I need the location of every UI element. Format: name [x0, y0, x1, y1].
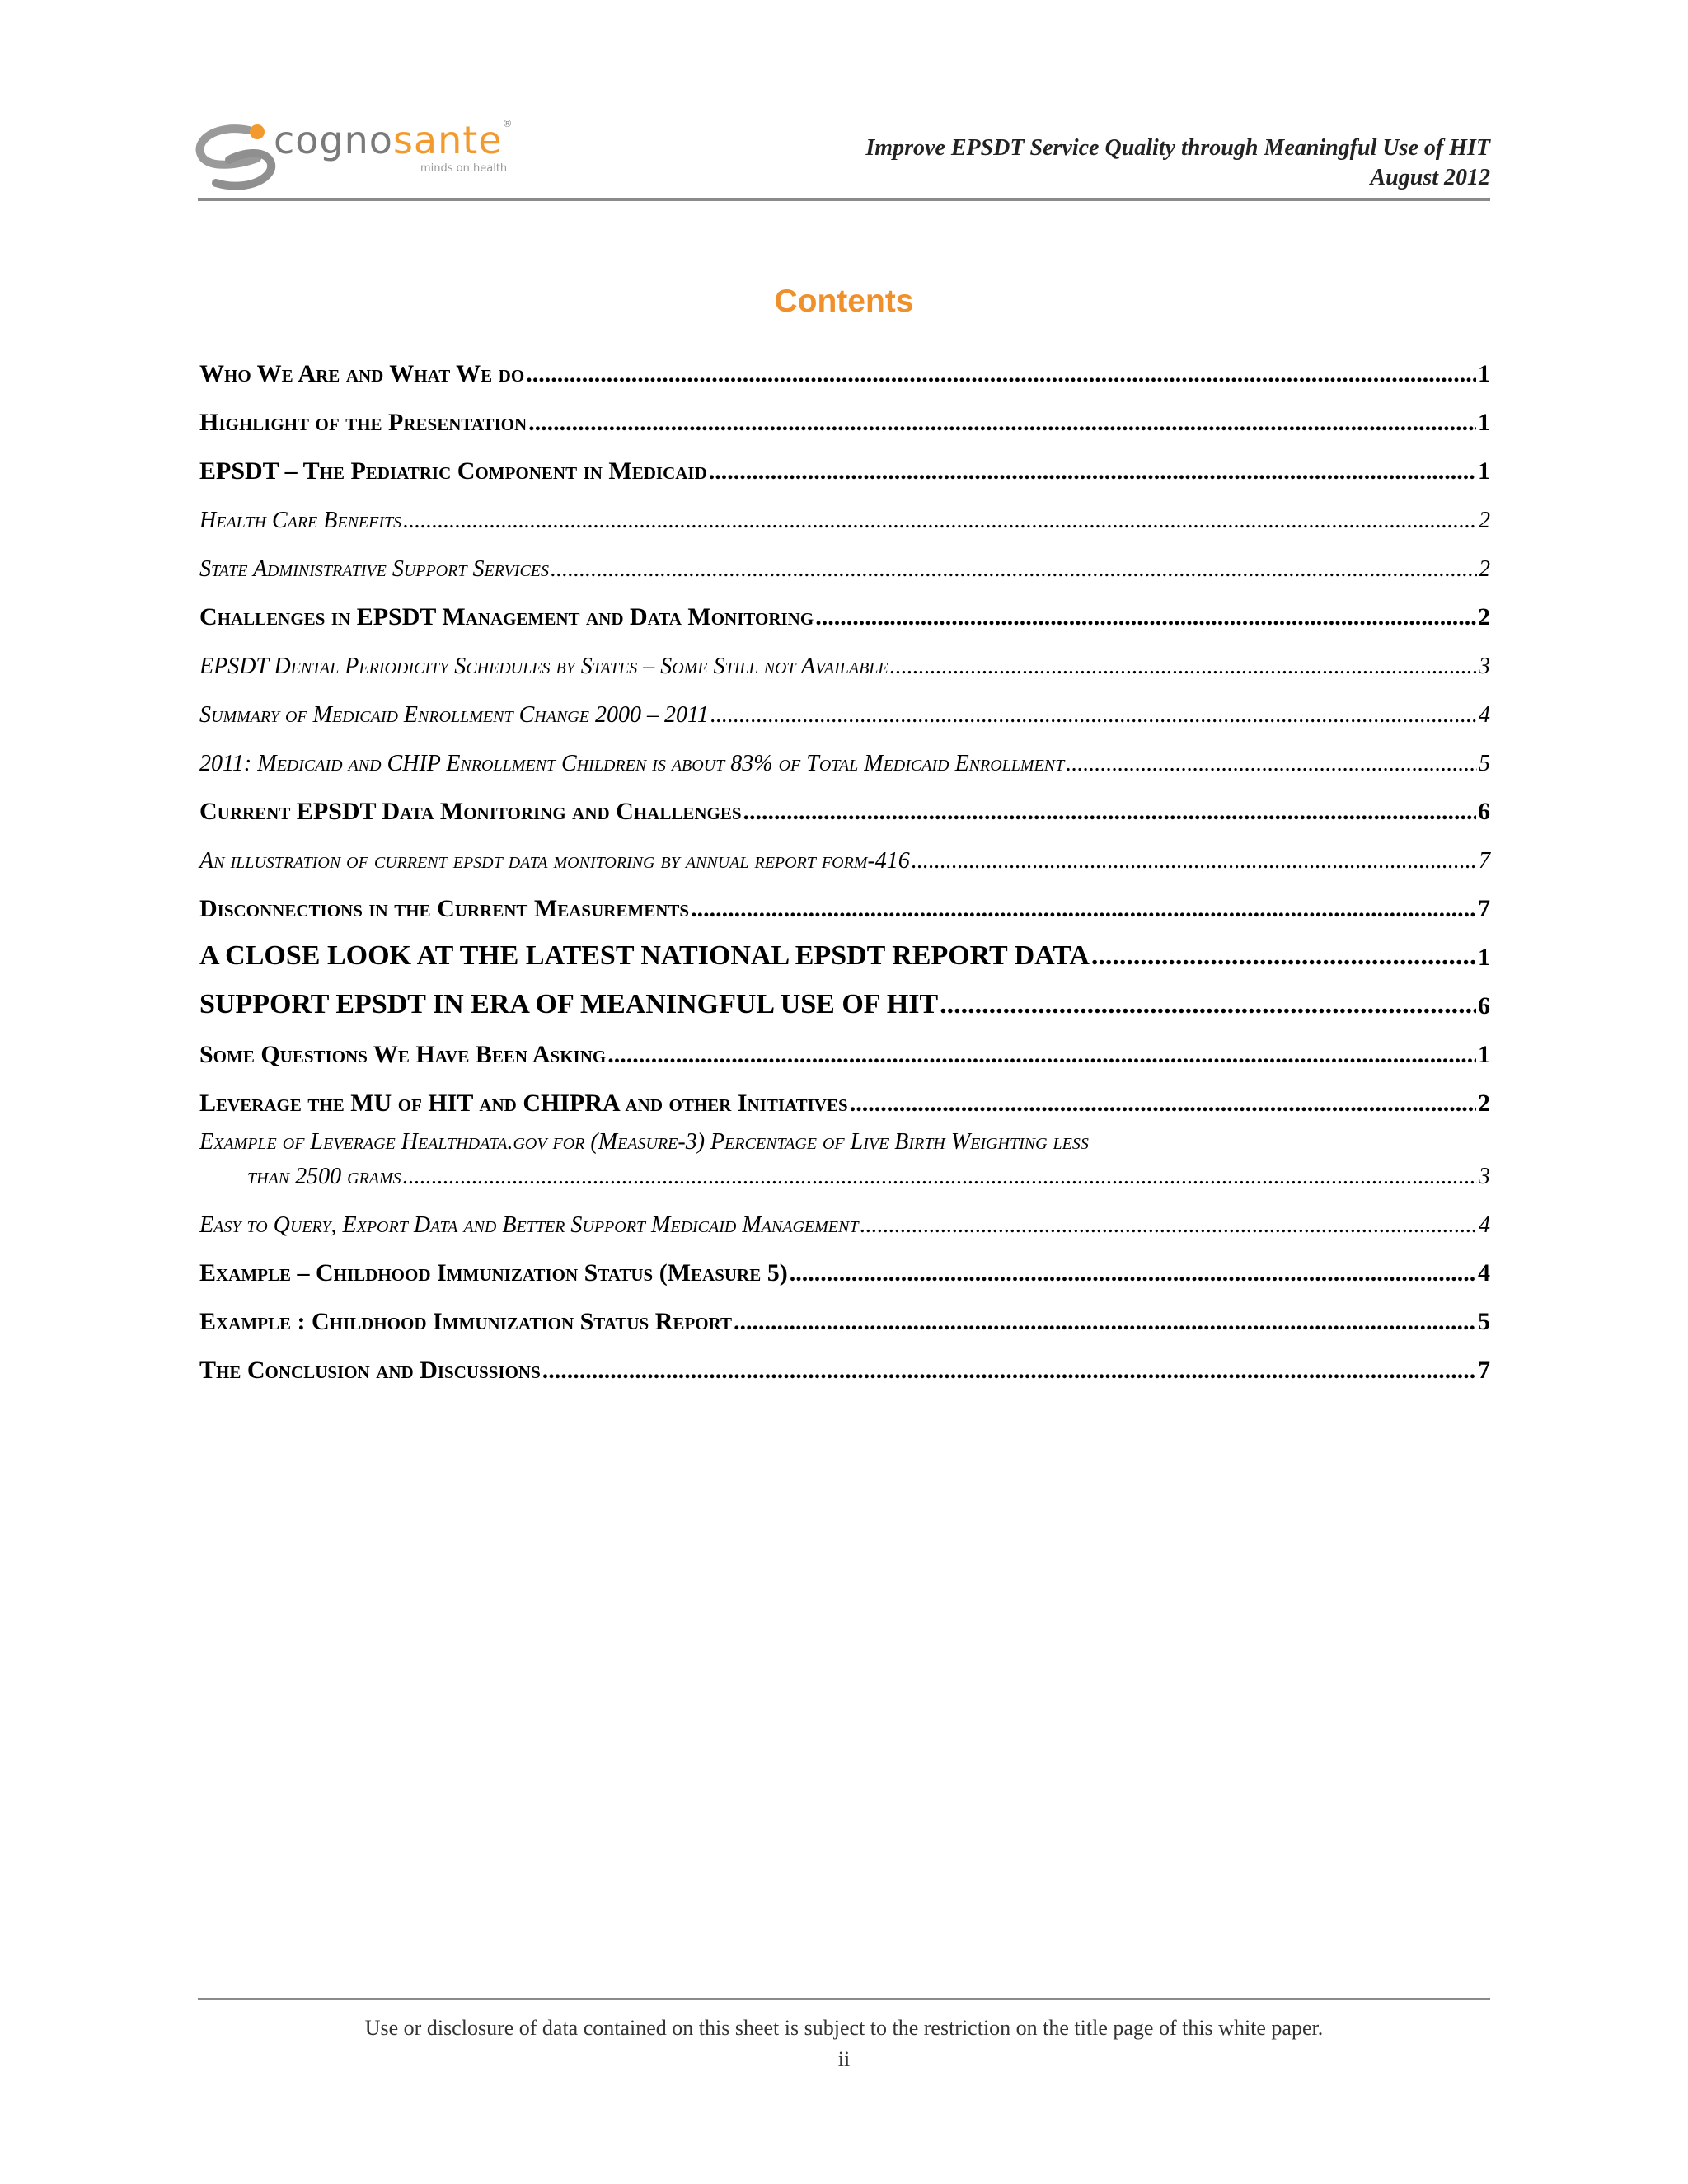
toc-entry-page: 4: [1479, 1212, 1490, 1238]
toc-entry-label: Current EPSDT Data Monitoring and Challenges: [199, 798, 742, 825]
toc-entry[interactable]: [199, 923, 1490, 972]
toc-entry[interactable]: [199, 1069, 1490, 1118]
toc-entry[interactable]: [199, 729, 1490, 777]
toc-dot-leader: [912, 848, 1477, 874]
toc-entry[interactable]: [199, 1190, 1490, 1239]
toc-entry-label: Health Care Benefits: [199, 508, 402, 533]
toc-entry-label: The Conclusion and Discussions: [199, 1357, 541, 1384]
toc-entry[interactable]: [199, 534, 1490, 583]
toc-entry-label: EPSDT Dental Periodicity Schedules by States – Some Still not Available: [199, 654, 889, 679]
toc-entry[interactable]: [199, 1239, 1490, 1287]
toc-dot-leader: [940, 989, 1476, 1020]
toc-dot-leader: [528, 409, 1476, 437]
toc-entry[interactable]: [199, 972, 1490, 1020]
toc-entry-label: Some Questions We Have Been Asking: [199, 1041, 607, 1068]
logo-wordmark: cognosante®: [274, 118, 513, 162]
toc-dot-leader: [403, 1164, 1477, 1190]
toc-entry-page: 3: [1479, 1164, 1490, 1189]
toc-dot-leader: [1091, 940, 1476, 972]
toc-entry-label: Leverage the MU of HIT and CHIPRA and other Initiatives: [199, 1090, 848, 1117]
toc-entry-page: 3: [1479, 654, 1490, 679]
toc-entry-label: Challenges in EPSDT Management and Data Monitoring: [199, 603, 814, 630]
toc-dot-leader: [551, 556, 1477, 583]
toc-entry[interactable]: [199, 1020, 1490, 1069]
toc-entry-page: 6: [1478, 992, 1490, 1019]
toc-entry-label-line2: than 2500 grams: [247, 1164, 401, 1189]
toc-dot-leader: [607, 1041, 1476, 1069]
toc-entry-label: Easy to Query, Export Data and Better Support Medicaid Management: [199, 1212, 859, 1238]
toc-entry[interactable]: [199, 777, 1490, 826]
toc-entry-page: 2: [1478, 1090, 1490, 1117]
toc-entry[interactable]: [199, 485, 1490, 534]
toc-dot-leader: [691, 895, 1476, 923]
table-of-contents: [199, 340, 1490, 1385]
footer-notice: Use or disclosure of data contained on this sheet is subject to the restriction on the title page of this white paper.: [364, 2016, 1324, 2040]
contents-heading: Contents: [774, 284, 914, 319]
toc-entry-page: 2: [1479, 556, 1490, 582]
toc-dot-leader: [890, 654, 1477, 680]
toc-dot-leader: [542, 1357, 1476, 1385]
toc-dot-leader: [403, 508, 1477, 534]
toc-entry[interactable]: [199, 340, 1490, 388]
toc-entry-page: 4: [1479, 702, 1490, 728]
toc-dot-leader: [860, 1212, 1477, 1239]
toc-dot-leader: [850, 1090, 1476, 1118]
toc-entry-label: Highlight of the Presentation: [199, 409, 528, 436]
toc-entry-label: 2011: Medicaid and CHIP Enrollment Children is about 83% of Total Medicaid Enrollment: [199, 751, 1065, 776]
toc-entry-label-line1: Example of Leverage Healthdata.gov for (Measure-3) Percentage of Live Birth Weighting less: [199, 1129, 1089, 1155]
toc-entry[interactable]: [199, 874, 1490, 923]
toc-dot-leader: [815, 603, 1476, 631]
toc-entry-page: 7: [1479, 848, 1490, 874]
toc-entry-page: 5: [1479, 751, 1490, 776]
toc-entry-page: 1: [1478, 944, 1490, 971]
toc-entry-page: 7: [1478, 895, 1490, 922]
document-date: August 2012: [1370, 165, 1490, 190]
toc-entry-label: A CLOSE LOOK AT THE LATEST NATIONAL EPSDT REPORT DATA: [199, 940, 1090, 971]
toc-entry-page: 1: [1478, 409, 1490, 436]
logo-tagline: minds on health: [420, 162, 508, 175]
toc-dot-leader: [709, 457, 1476, 485]
toc-entry-page: 5: [1478, 1308, 1490, 1335]
toc-entry-label: Example : Childhood Immunization Status Report: [199, 1308, 732, 1335]
toc-entry-page: 1: [1478, 457, 1490, 485]
toc-entry-label: EPSDT – The Pediatric Component in Medicaid: [199, 457, 707, 485]
toc-entry-label: Summary of Medicaid Enrollment Change 2000 – 2011: [199, 702, 709, 728]
toc-entry[interactable]: [199, 1287, 1490, 1336]
toc-entry-page: 1: [1478, 1041, 1490, 1068]
logo-brand-b: sante: [392, 118, 503, 162]
toc-dot-leader: [710, 702, 1477, 729]
toc-dot-leader: [1066, 751, 1477, 777]
toc-entry[interactable]: [199, 388, 1490, 437]
toc-dot-leader: [790, 1259, 1476, 1287]
toc-entry-label: State Administrative Support Services: [199, 556, 550, 582]
toc-dot-leader: [526, 360, 1476, 388]
logo-brand-a: cogno: [274, 118, 393, 162]
toc-dot-leader: [743, 798, 1476, 826]
toc-entry[interactable]: [199, 437, 1490, 485]
toc-entry[interactable]: [199, 583, 1490, 631]
toc-entry-page: 1: [1478, 360, 1490, 387]
toc-entry-wrapped[interactable]: [199, 1118, 1490, 1190]
toc-entry-page: 2: [1478, 603, 1490, 630]
toc-entry[interactable]: [199, 1336, 1490, 1385]
toc-entry-label: Example – Childhood Immunization Status (Measure 5): [199, 1259, 788, 1286]
toc-entry-page: 6: [1478, 798, 1490, 825]
footer-divider: [198, 1998, 1490, 2000]
toc-entry-page: 4: [1478, 1259, 1490, 1286]
toc-entry-label: Disconnections in the Current Measurements: [199, 895, 690, 922]
toc-entry-page: 2: [1479, 508, 1490, 533]
header-title-block: [865, 134, 1490, 193]
document-title: Improve EPSDT Service Quality through Meaningful Use of HIT: [865, 135, 1490, 161]
toc-entry-label: An illustration of current epsdt data monitoring by annual report form-416: [199, 848, 910, 874]
toc-dot-leader: [734, 1308, 1476, 1336]
toc-entry-page: 7: [1478, 1357, 1490, 1384]
header-divider: [198, 198, 1490, 201]
toc-entry-label: SUPPORT EPSDT IN ERA OF MEANINGFUL USE OF HIT: [199, 989, 939, 1019]
toc-entry[interactable]: [199, 680, 1490, 729]
toc-entry[interactable]: [199, 826, 1490, 874]
page-number: ii: [837, 2047, 851, 2071]
toc-entry[interactable]: [199, 631, 1490, 680]
toc-entry-label: Who We Are and What We do: [199, 360, 525, 387]
